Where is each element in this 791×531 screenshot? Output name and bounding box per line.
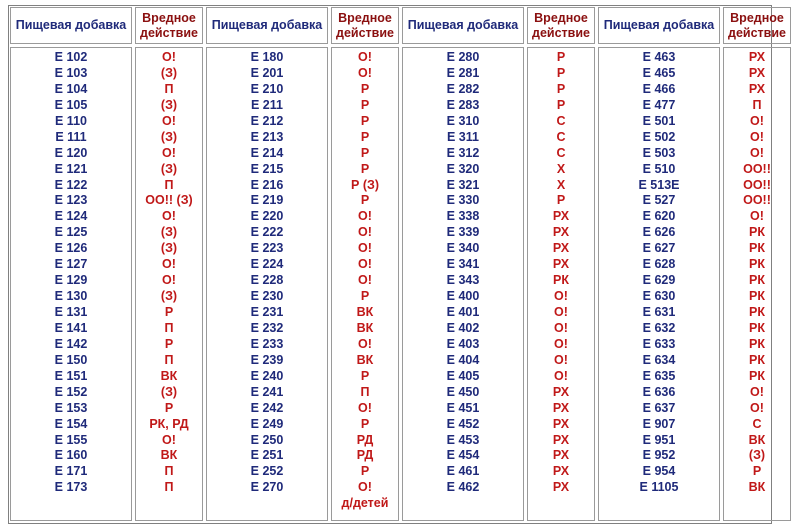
additive-code: Е 280 xyxy=(446,50,480,64)
effect-value: О! xyxy=(750,129,764,144)
header-additive: Пищевая добавка xyxy=(598,7,720,44)
additive-code: Е 501 xyxy=(642,113,676,128)
additive-code: Е 633 xyxy=(642,336,676,351)
effect-value: (З) xyxy=(748,448,766,463)
additive-code: Е 477 xyxy=(642,97,676,112)
effect-value: О! xyxy=(358,257,372,272)
additive-code: Е 239 xyxy=(250,352,284,367)
additive-code: Е 502 xyxy=(642,129,676,144)
additive-code: Е 251 xyxy=(250,448,284,463)
effect-value: ВК xyxy=(356,320,374,335)
additive-code: Е 141 xyxy=(54,320,88,335)
effect-value: Р xyxy=(164,305,174,319)
additive-code: Е 228 xyxy=(250,273,284,288)
additive-code: Е 241 xyxy=(250,384,284,399)
additive-code: Е 120 xyxy=(54,145,88,160)
additive-code: Е 129 xyxy=(54,273,88,288)
effect-value: РК xyxy=(749,241,765,256)
additive-code: Е 462 xyxy=(446,480,480,495)
effect-value: О! xyxy=(162,145,176,160)
effect-value: Р xyxy=(360,416,370,431)
effect-value: О! xyxy=(750,113,764,128)
additive-code: Е 620 xyxy=(642,209,676,224)
header-effect: Вредное действие xyxy=(331,7,399,44)
header-effect: Вредное действие xyxy=(135,7,203,44)
additive-code: Е 310 xyxy=(446,113,480,128)
additive-code: Е 463 xyxy=(642,50,676,64)
effect-value: РХ xyxy=(552,480,570,495)
additive-code: Е 465 xyxy=(642,65,676,80)
additive-code: Е 155 xyxy=(54,432,88,447)
additive-code: Е 240 xyxy=(250,368,284,383)
effect-value: П xyxy=(164,480,174,495)
additive-code: Е 213 xyxy=(250,129,284,144)
additive-code: Е 211 xyxy=(251,97,283,112)
effect-value: С xyxy=(556,113,566,128)
effect-value: РК xyxy=(553,273,569,288)
additive-code: Е 104 xyxy=(54,81,88,96)
effect-value: (З) xyxy=(160,161,178,176)
additive-code: Е 130 xyxy=(54,289,88,304)
additive-code: Е 282 xyxy=(446,81,480,96)
additive-code: Е 630 xyxy=(642,289,676,304)
additive-column xyxy=(206,47,328,521)
additive-code: Е 102 xyxy=(54,50,88,64)
additive-code: Е 125 xyxy=(54,225,88,240)
additive-code: Е 629 xyxy=(642,273,676,288)
effect-value: РК xyxy=(749,320,765,335)
additive-column xyxy=(598,47,720,521)
effect-value: Р xyxy=(360,193,370,208)
effect-value: О! xyxy=(750,145,764,160)
additive-code: Е 450 xyxy=(446,384,480,399)
additive-code: Е 283 xyxy=(446,97,480,112)
effect-value: РХ xyxy=(552,257,570,272)
additive-code: Е 452 xyxy=(446,416,480,431)
additive-code: Е 635 xyxy=(642,368,676,383)
effect-value: Х xyxy=(556,177,566,192)
effect-value: РХ xyxy=(552,416,570,431)
effect-value: Р xyxy=(360,368,370,383)
additive-code: Е 230 xyxy=(250,289,284,304)
effect-value: (З) xyxy=(160,129,178,144)
additive-code: Е 513Е xyxy=(638,177,680,192)
additive-code: Е 224 xyxy=(250,257,284,272)
additive-code: Е 954 xyxy=(642,464,676,479)
additive-code: Е 201 xyxy=(250,65,284,80)
effect-value: РХ xyxy=(552,448,570,463)
additive-code: Е 403 xyxy=(446,336,480,351)
additive-code: Е 150 xyxy=(54,352,88,367)
header-effect: Вредное действие xyxy=(723,7,791,44)
effect-value: РК xyxy=(749,289,765,304)
effect-column xyxy=(135,47,203,521)
effect-value: П xyxy=(360,384,370,399)
effect-value: Р xyxy=(360,97,370,112)
additive-code: Е 154 xyxy=(54,416,88,431)
effect-value: П xyxy=(164,464,174,479)
header-additive: Пищевая добавка xyxy=(10,7,132,44)
additive-code: Е 454 xyxy=(446,448,480,463)
effect-value: О! xyxy=(358,480,372,495)
effect-value: О! xyxy=(358,50,372,64)
additive-code: Е 400 xyxy=(446,289,480,304)
effect-value: РХ xyxy=(552,400,570,415)
effect-value: РД xyxy=(356,432,374,447)
additive-code: Е 216 xyxy=(250,177,284,192)
additive-code: Е 466 xyxy=(642,81,676,96)
additive-code: Е 951 xyxy=(642,432,676,447)
effect-value: ВК xyxy=(748,432,766,447)
additive-code: Е 231 xyxy=(250,305,284,319)
additive-code: Е 401 xyxy=(446,305,480,319)
additive-code: Е 634 xyxy=(642,352,676,367)
effect-value: РК, РД xyxy=(149,416,189,431)
effect-value: ВК xyxy=(356,305,374,319)
additive-code: Е 341 xyxy=(446,257,480,272)
effect-value: О! xyxy=(750,384,764,399)
additive-code: Е 160 xyxy=(54,448,88,463)
additives-table xyxy=(8,5,786,524)
additive-code: Е 171 xyxy=(54,464,88,479)
additive-code: Е 152 xyxy=(54,384,88,399)
effect-value: Р xyxy=(164,400,174,415)
effect-value: РХ xyxy=(748,81,766,96)
additive-code: Е 214 xyxy=(250,145,284,160)
effect-value: (З) xyxy=(160,225,178,240)
effect-value: П xyxy=(752,97,762,112)
additive-code: Е 219 xyxy=(250,193,284,208)
additive-code: Е 223 xyxy=(250,241,284,256)
effect-value: Р xyxy=(360,81,370,96)
additive-code: Е 151 xyxy=(54,368,88,383)
effect-value: О! xyxy=(554,352,568,367)
header-effect: Вредное действие xyxy=(527,7,595,44)
effect-value: Р xyxy=(360,289,370,304)
additive-code: Е 627 xyxy=(642,241,676,256)
additive-code: Е 626 xyxy=(642,225,676,240)
effect-value: О! xyxy=(162,209,176,224)
effect-value: Р xyxy=(556,50,566,64)
effect-value: О! xyxy=(162,113,176,128)
additive-code: Е 180 xyxy=(250,50,284,64)
effect-value: Р (З) xyxy=(351,177,379,192)
effect-value: (З) xyxy=(160,97,178,112)
effect-value: (З) xyxy=(160,65,178,80)
effect-value: О! xyxy=(358,400,372,415)
effect-column xyxy=(331,47,399,521)
effect-value: РК xyxy=(749,336,765,351)
additive-code: Е 122 xyxy=(54,177,88,192)
additive-code: Е 311 xyxy=(447,129,479,144)
additive-code: Е 252 xyxy=(250,464,284,479)
effect-value: РК xyxy=(749,305,765,319)
additive-code: Е 339 xyxy=(446,225,480,240)
additive-code: Е 220 xyxy=(250,209,284,224)
additive-code: Е 250 xyxy=(250,432,284,447)
effect-value: (З) xyxy=(160,289,178,304)
effect-value: О! xyxy=(358,241,372,256)
effect-value: РХ xyxy=(748,65,766,80)
additive-code: Е 453 xyxy=(446,432,480,447)
effect-value: О! xyxy=(358,336,372,351)
additive-code: Е 124 xyxy=(54,209,88,224)
effect-value: П xyxy=(164,320,174,335)
header-additive: Пищевая добавка xyxy=(402,7,524,44)
additive-code: Е 123 xyxy=(54,193,88,208)
additive-code: Е 320 xyxy=(446,161,480,176)
effect-value: Р xyxy=(556,65,566,80)
effect-value: ОО!! xyxy=(743,177,771,192)
effect-value: д/детей xyxy=(341,496,389,511)
additive-code: Е 281 xyxy=(446,65,480,80)
effect-value: ВК xyxy=(160,368,178,383)
effect-value: О! xyxy=(162,273,176,288)
effect-value: ОО!! xyxy=(743,193,771,208)
additive-code: Е 312 xyxy=(446,145,480,160)
effect-value: О! xyxy=(162,432,176,447)
additive-code: Е 270 xyxy=(250,480,284,495)
effect-value: РХ xyxy=(552,241,570,256)
effect-value: Р xyxy=(752,464,762,479)
effect-value: Х xyxy=(556,161,566,176)
additive-code: Е 233 xyxy=(250,336,284,351)
additive-code: Е 121 xyxy=(54,161,88,176)
effect-value: Р xyxy=(360,464,370,479)
additive-code: Е 142 xyxy=(54,336,88,351)
effect-value: РХ xyxy=(552,464,570,479)
additive-code: Е 527 xyxy=(642,193,676,208)
effect-value: (З) xyxy=(160,241,178,256)
effect-value: О! xyxy=(554,368,568,383)
additive-code: Е 343 xyxy=(446,273,480,288)
effect-column xyxy=(527,47,595,521)
effect-value: О! xyxy=(554,320,568,335)
additive-code: Е 1105 xyxy=(639,480,679,495)
effect-value: РХ xyxy=(552,384,570,399)
effect-value: Р xyxy=(360,145,370,160)
effect-value: О! xyxy=(358,225,372,240)
additive-code: Е 232 xyxy=(250,320,284,335)
effect-value: О! xyxy=(358,65,372,80)
effect-value: ОО!! (З) xyxy=(145,193,193,208)
additive-code: Е 907 xyxy=(642,416,676,431)
additive-code: Е 222 xyxy=(250,225,284,240)
effect-value: РК xyxy=(749,368,765,383)
additive-code: Е 510 xyxy=(642,161,676,176)
effect-value: С xyxy=(556,145,566,160)
additive-code: Е 127 xyxy=(54,257,88,272)
effect-value: С xyxy=(752,416,762,431)
effect-value: РК xyxy=(749,352,765,367)
effect-value: РХ xyxy=(552,209,570,224)
effect-value: РК xyxy=(749,273,765,288)
effect-value: О! xyxy=(162,257,176,272)
additive-code: Е 111 xyxy=(55,129,87,144)
additive-code: Е 636 xyxy=(642,384,676,399)
additive-code: Е 242 xyxy=(250,400,284,415)
additive-code: Е 153 xyxy=(54,400,88,415)
effect-value: ВК xyxy=(748,480,766,495)
additive-code: Е 451 xyxy=(446,400,480,415)
effect-value: О! xyxy=(358,273,372,288)
effect-value: РХ xyxy=(748,50,766,64)
effect-value: О! xyxy=(554,305,568,319)
effect-value: РХ xyxy=(552,432,570,447)
effect-value: П xyxy=(164,352,174,367)
effect-value: ОО!! xyxy=(743,161,771,176)
additive-code: Е 215 xyxy=(250,161,284,176)
effect-value: РД xyxy=(356,448,374,463)
effect-value: П xyxy=(164,177,174,192)
additive-code: Е 330 xyxy=(446,193,480,208)
effect-value: С xyxy=(556,129,566,144)
additive-code: Е 321 xyxy=(446,177,480,192)
additive-code: Е 131 xyxy=(54,305,88,319)
effect-value: Р xyxy=(360,129,370,144)
additive-code: Е 338 xyxy=(446,209,480,224)
effect-value: О! xyxy=(554,289,568,304)
additive-code: Е 461 xyxy=(446,464,480,479)
additive-code: Е 212 xyxy=(250,113,284,128)
effect-value: (З) xyxy=(160,384,178,399)
effect-value: О! xyxy=(554,336,568,351)
additive-code: Е 126 xyxy=(54,241,88,256)
additive-column xyxy=(402,47,524,521)
additive-code: Е 402 xyxy=(446,320,480,335)
effect-value: Р xyxy=(164,336,174,351)
effect-value: РХ xyxy=(552,225,570,240)
effect-value: О! xyxy=(358,209,372,224)
effect-value: Р xyxy=(556,81,566,96)
additive-code: Е 210 xyxy=(250,81,284,96)
effect-value: Р xyxy=(360,113,370,128)
additive-code: Е 628 xyxy=(642,257,676,272)
effect-value: ВК xyxy=(356,352,374,367)
additive-code: Е 637 xyxy=(642,400,676,415)
additive-code: Е 173 xyxy=(54,480,88,495)
effect-value: РК xyxy=(749,225,765,240)
effect-value: Р xyxy=(556,193,566,208)
additive-code: Е 103 xyxy=(54,65,88,80)
effect-value: О! xyxy=(750,209,764,224)
additive-column xyxy=(10,47,132,521)
header-additive: Пищевая добавка xyxy=(206,7,328,44)
additive-code: Е 632 xyxy=(642,320,676,335)
effect-value: Р xyxy=(360,161,370,176)
effect-value: О! xyxy=(162,50,176,64)
additive-code: Е 631 xyxy=(642,305,676,319)
additive-code: Е 105 xyxy=(54,97,88,112)
effect-value: П xyxy=(164,81,174,96)
effect-column xyxy=(723,47,791,521)
additive-code: Е 503 xyxy=(642,145,676,160)
effect-value: Р xyxy=(556,97,566,112)
additive-code: Е 340 xyxy=(446,241,480,256)
effect-value: О! xyxy=(750,400,764,415)
effect-value: ВК xyxy=(160,448,178,463)
additive-code: Е 249 xyxy=(250,416,284,431)
additive-code: Е 404 xyxy=(446,352,480,367)
effect-value: РК xyxy=(749,257,765,272)
additive-code: Е 405 xyxy=(446,368,480,383)
additive-code: Е 110 xyxy=(55,113,87,128)
additive-code: Е 952 xyxy=(642,448,676,463)
